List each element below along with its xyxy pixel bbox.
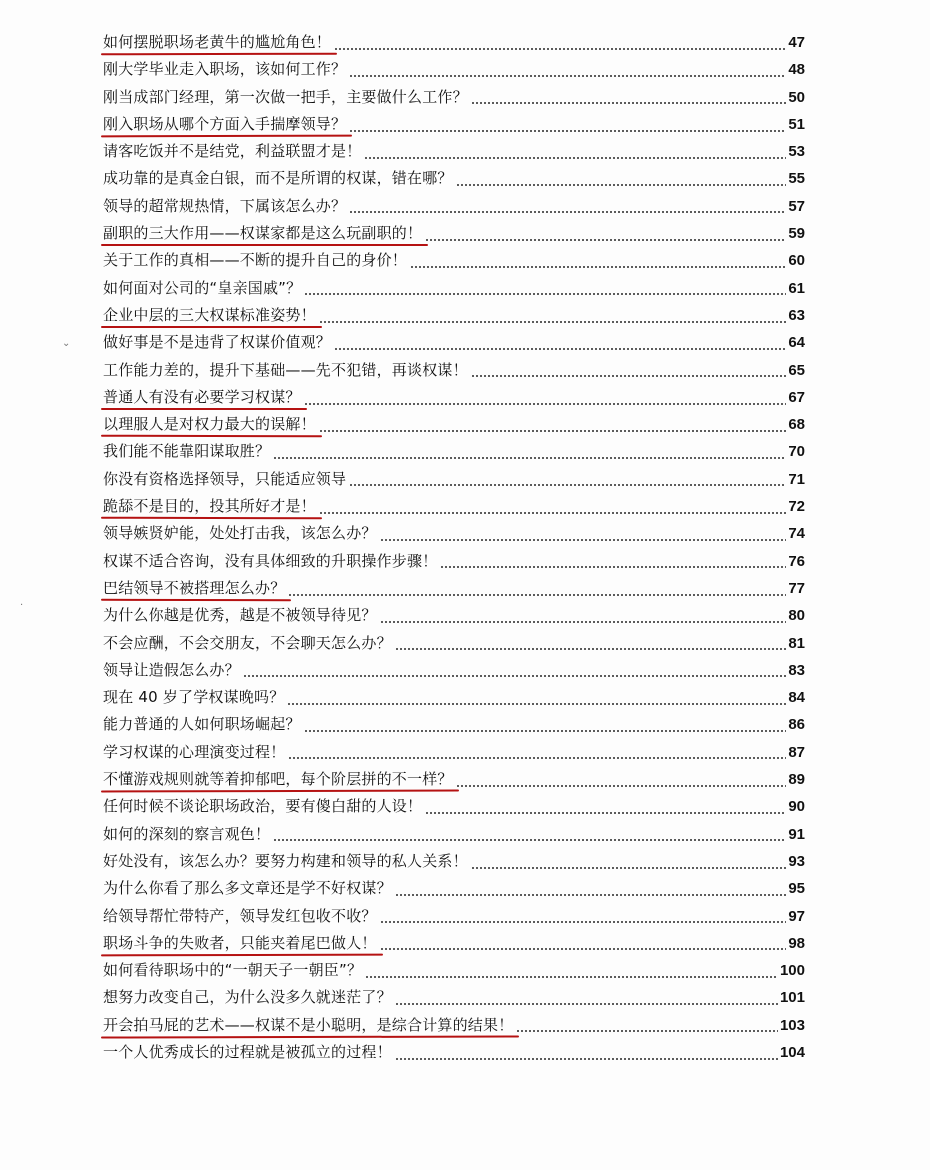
dot-leader — [471, 867, 787, 869]
toc-entry[interactable] — [103, 165, 805, 192]
toc-entry[interactable] — [103, 848, 805, 875]
toc-entry[interactable] — [103, 930, 805, 957]
dot-leader — [395, 1058, 778, 1060]
toc-entry[interactable] — [103, 384, 805, 411]
toc-entry[interactable] — [103, 411, 805, 438]
toc-entry[interactable] — [103, 657, 805, 684]
toc-entry-page-number: 71 — [788, 470, 805, 488]
dot-leader — [273, 839, 786, 841]
dot-leader — [456, 184, 787, 186]
toc-entry-page-number: 47 — [788, 34, 805, 51]
dot-leader — [288, 594, 786, 596]
toc-entry-page-number: 83 — [788, 661, 805, 679]
toc-entry[interactable] — [103, 329, 805, 356]
toc-entry-title: 一个人优秀成长的过程就是被孤立的过程！ — [103, 1042, 392, 1061]
toc-entry-title: 为什么你看了那么多文章还是学不好权谋？ — [103, 879, 392, 898]
dot-leader — [516, 1030, 778, 1032]
dot-leader — [425, 239, 786, 241]
toc-entry-page-number: 77 — [788, 579, 805, 597]
toc-entry-page-number: 48 — [788, 61, 805, 79]
toc-entry-page-number: 89 — [788, 771, 805, 789]
toc-entry-page-number: 72 — [788, 498, 805, 516]
toc-entry-title: 学习权谋的心理演变过程！ — [103, 742, 286, 761]
dot-leader — [395, 1003, 778, 1005]
toc-entry-title: 为什么你越是优秀，越是不被领导待见？ — [103, 606, 377, 625]
dot-leader — [425, 812, 786, 814]
toc-entry-title: 如何的深刻的察言观色！ — [103, 824, 271, 843]
dot-leader — [395, 648, 787, 650]
red-underline — [101, 408, 307, 410]
toc-entry-title: 领导让造假怎么办？ — [103, 660, 240, 679]
toc-entry-page-number: 67 — [788, 388, 805, 406]
toc-entry[interactable] — [103, 630, 805, 657]
dot-leader — [334, 348, 786, 350]
toc-entry[interactable] — [103, 602, 805, 629]
dot-leader — [304, 293, 786, 295]
toc-entry-title: 巴结领导不被搭理怎么办？ — [103, 578, 286, 597]
toc-entry-page-number: 87 — [788, 743, 805, 761]
toc-entry-page-number: 76 — [788, 552, 805, 570]
dot-leader — [380, 621, 787, 623]
toc-entry-page-number: 74 — [788, 525, 805, 543]
toc-entry[interactable] — [103, 357, 805, 384]
dot-leader — [287, 703, 786, 705]
toc-entry-title: 如何面对公司的“皇亲国戚”？ — [103, 278, 302, 297]
dot-leader — [349, 130, 786, 132]
toc-entry[interactable] — [103, 957, 805, 984]
dot-leader — [471, 375, 787, 377]
toc-entry[interactable] — [103, 575, 805, 602]
toc-entry-title: 任何时候不谈论职场政治，要有傻白甜的人设！ — [103, 797, 423, 816]
toc-entry-title: 如何看待职场中的“一朝天子一朝臣”？ — [103, 961, 363, 980]
toc-entry[interactable] — [103, 875, 805, 902]
toc-entry[interactable] — [103, 520, 805, 547]
toc-entry-page-number: 51 — [788, 115, 805, 133]
toc-entry[interactable] — [103, 138, 805, 165]
toc-entry-page-number: 84 — [788, 689, 805, 707]
toc-entry-title: 权谋不适合咨询，没有具体细致的升职操作步骤！ — [103, 551, 438, 570]
toc-entry[interactable] — [103, 193, 805, 220]
toc-entry-page-number: 70 — [788, 443, 805, 461]
toc-entry-page-number: 55 — [788, 170, 805, 188]
dot-leader — [456, 785, 787, 787]
toc-entry-title: 职场斗争的失败者，只能夹着尾巴做人！ — [103, 933, 377, 952]
toc-entry[interactable] — [103, 739, 805, 766]
dot-leader — [440, 566, 786, 568]
toc-entry[interactable] — [103, 493, 805, 520]
toc-entry[interactable] — [103, 29, 805, 56]
toc-entry-title: 不懂游戏规则就等着抑郁吧，每个阶层拼的不一样？ — [103, 770, 453, 789]
dot-leader — [319, 512, 787, 514]
toc-entry-title: 刚大学毕业走入职场，该如何工作？ — [103, 60, 347, 79]
toc-entry-title: 刚当成部门经理，第一次做一把手，主要做什么工作？ — [103, 87, 468, 106]
toc-entry[interactable] — [103, 903, 805, 930]
toc-entry-title: 企业中层的三大权谋标准姿势！ — [103, 305, 316, 324]
dot-leader — [319, 321, 787, 323]
toc-entry-title: 好处没有，该怎么办？要努力构建和领导的私人关系！ — [103, 851, 468, 870]
toc-entry-page-number: 59 — [788, 225, 805, 243]
toc-entry-title: 想努力改变自己，为什么没多久就迷茫了？ — [103, 988, 392, 1007]
toc-entry-title: 成功靠的是真金白银，而不是所谓的权谋，错在哪？ — [103, 169, 453, 188]
toc-entry-page-number: 101 — [779, 989, 805, 1007]
toc-entry-page-number: 95 — [788, 880, 805, 898]
toc-entry-page-number: 80 — [788, 607, 805, 625]
table-of-contents — [103, 29, 805, 1066]
scan-mark: ⌄ — [62, 338, 71, 349]
red-underline — [101, 326, 322, 328]
toc-entry[interactable] — [103, 793, 805, 820]
dot-leader — [288, 757, 786, 759]
toc-entry-page-number: 50 — [788, 88, 805, 106]
toc-entry-page-number: 53 — [788, 143, 805, 161]
toc-entry-title: 做好事是不是违背了权谋价值观？ — [103, 333, 332, 352]
toc-entry[interactable] — [103, 56, 805, 83]
dot-leader — [349, 484, 786, 486]
toc-entry[interactable] — [103, 984, 805, 1011]
toc-entry-title: 跪舔不是目的，投其所好才是！ — [103, 497, 316, 516]
toc-entry-title: 关于工作的真相——不断的提升自己的身价！ — [103, 251, 408, 270]
toc-entry[interactable] — [103, 766, 805, 793]
toc-entry-title: 你没有资格选择领导，只能适应领导 — [103, 469, 347, 488]
toc-entry[interactable] — [103, 548, 805, 575]
toc-entry-page-number: 91 — [788, 825, 805, 843]
toc-entry-page-number: 93 — [788, 852, 805, 870]
dot-leader — [304, 730, 787, 732]
red-underline — [101, 244, 428, 246]
toc-entry-page-number: 81 — [788, 634, 805, 652]
dot-leader — [273, 457, 786, 459]
toc-entry-page-number: 68 — [788, 416, 805, 434]
toc-entry-page-number: 97 — [788, 907, 805, 925]
toc-entry-title: 开会拍马屁的艺术——权谋不是小聪明，是综合计算的结果！ — [103, 1015, 514, 1034]
toc-entry-title: 普通人有没有必要学习权谋？ — [103, 387, 301, 406]
dot-leader — [471, 102, 787, 104]
toc-entry[interactable] — [103, 302, 805, 329]
toc-entry[interactable] — [103, 438, 805, 465]
toc-entry-title: 不会应酬，不会交朋友，不会聊天怎么办？ — [103, 633, 392, 652]
toc-entry-title: 刚入职场从哪个方面入手揣摩领导？ — [103, 114, 347, 133]
toc-entry[interactable] — [103, 220, 805, 247]
toc-entry[interactable] — [103, 466, 805, 493]
toc-entry[interactable] — [103, 821, 805, 848]
toc-entry-title: 领导的超常规热情，下属该怎么办？ — [103, 196, 347, 215]
toc-entry-title: 我们能不能靠阳谋取胜？ — [103, 442, 271, 461]
toc-entry-title: 请客吃饭并不是结党，利益联盟才是！ — [103, 142, 362, 161]
dot-leader — [365, 976, 778, 978]
toc-entry-page-number: 64 — [788, 334, 805, 352]
toc-entry-page-number: 100 — [779, 962, 805, 980]
toc-entry[interactable] — [103, 711, 805, 738]
toc-entry[interactable] — [103, 275, 805, 302]
dot-leader — [380, 539, 787, 541]
toc-entry-page-number: 57 — [788, 197, 805, 215]
toc-entry-title: 能力普通的人如何职场崛起？ — [103, 715, 301, 734]
toc-entry-page-number: 98 — [788, 934, 805, 952]
toc-entry[interactable] — [103, 247, 805, 274]
toc-entry-title: 领导嫉贤妒能，处处打击我，该怎么办？ — [103, 524, 377, 543]
toc-entry[interactable] — [103, 684, 805, 711]
toc-entry-page-number: 60 — [788, 252, 805, 270]
toc-entry-page-number: 90 — [788, 798, 805, 816]
toc-entry-title: 给领导帮忙带特产，领导发红包收不收？ — [103, 906, 377, 925]
toc-entry-page-number: 103 — [779, 1016, 805, 1034]
dot-leader — [334, 48, 786, 50]
toc-entry-page-number: 63 — [788, 306, 805, 324]
dot-leader — [243, 675, 787, 677]
toc-entry[interactable] — [103, 1039, 805, 1066]
toc-entry-title: 如何摆脱职场老黄牛的尴尬角色！ — [103, 33, 332, 51]
dot-leader — [380, 921, 787, 923]
dot-leader — [395, 894, 787, 896]
toc-entry-page-number: 61 — [788, 279, 805, 297]
dot-leader — [304, 403, 787, 405]
dot-leader — [319, 430, 787, 432]
scan-mark: · — [20, 600, 24, 611]
dot-leader — [380, 948, 787, 950]
dot-leader — [410, 266, 786, 268]
toc-entry-page-number: 104 — [779, 1043, 805, 1061]
dot-leader — [364, 157, 786, 159]
toc-entry-page-number: 86 — [788, 716, 805, 734]
toc-entry-page-number: 65 — [788, 361, 805, 379]
toc-entry-title: 副职的三大作用——权谋家都是这么玩副职的！ — [103, 224, 423, 243]
toc-entry[interactable] — [103, 84, 805, 111]
toc-entry[interactable] — [103, 1012, 805, 1039]
dot-leader — [349, 211, 786, 213]
toc-entry[interactable] — [103, 111, 805, 138]
toc-entry-title: 以理服人是对权力最大的误解！ — [103, 415, 316, 434]
dot-leader — [349, 75, 786, 77]
toc-entry-title: 现在 40 岁了学权谋晚吗？ — [103, 688, 285, 707]
toc-entry-title: 工作能力差的，提升下基础——先不犯错，再谈权谋！ — [103, 360, 468, 379]
